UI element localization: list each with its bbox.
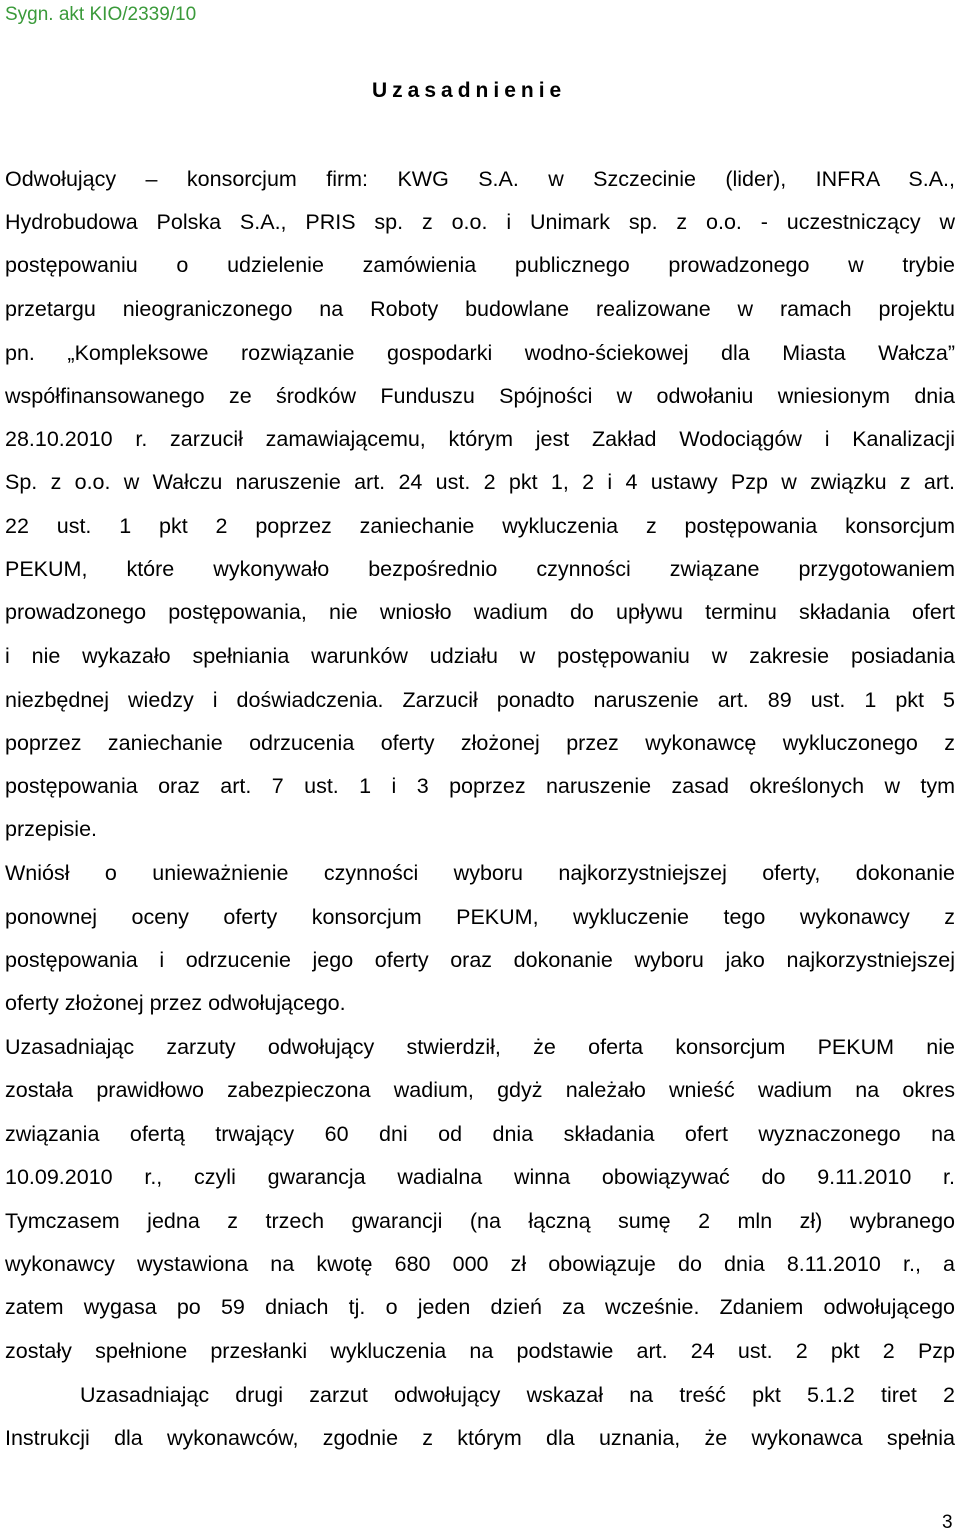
text-line: pn. „Kompleksowe rozwiązanie gospodarki wodno-ściekowej dla Miasta Wałcza” bbox=[5, 341, 955, 365]
text-line: zostały spełnione przesłanki wykluczenia na podstawie art. 24 ust. 2 pkt 2 Pzp bbox=[5, 1339, 955, 1363]
text-line: postępowania i odrzucenie jego oferty oraz dokonanie wyboru jako najkorzystniejszej bbox=[5, 948, 955, 972]
text-line: Sp. z o.o. w Wałczu naruszenie art. 24 ust. 2 pkt 1, 2 i 4 ustawy Pzp w związku z art. bbox=[5, 470, 955, 494]
text-line: przetargu nieograniczonego na Roboty budowlane realizowane w ramach projektu bbox=[5, 297, 955, 321]
text-line: Uzasadniając zarzuty odwołujący stwierdził, że oferta konsorcjum PEKUM nie bbox=[5, 1035, 955, 1059]
text-line: Tymczasem jedna z trzech gwarancji (na łączną sumę 2 mln zł) wybranego bbox=[5, 1209, 955, 1233]
text-line: została prawidłowo zabezpieczona wadium, gdyż należało wnieść wadium na okres bbox=[5, 1078, 955, 1102]
text-line: przepisie. bbox=[5, 817, 98, 841]
page-number: 3 bbox=[942, 1512, 953, 1533]
text-line: współfinansowanego ze środków Funduszu Spójności w odwołaniu wniesionym dnia bbox=[5, 384, 955, 408]
text-line: poprzez zaniechanie odrzucenia oferty złożonej przez wykonawcę wykluczonego z bbox=[5, 731, 955, 755]
text-line: postępowania oraz art. 7 ust. 1 i 3 poprzez naruszenie zasad określonych w tym bbox=[5, 774, 955, 798]
text-line: zatem wygasa po 59 dniach tj. o jeden dzień za wcześnie. Zdaniem odwołującego bbox=[5, 1295, 955, 1319]
text-line: 22 ust. 1 pkt 2 poprzez zaniechanie wykluczenia z postępowania konsorcjum bbox=[5, 514, 955, 538]
text-line: związania ofertą trwający 60 dni od dnia składania ofert wyznaczonego na bbox=[5, 1122, 955, 1146]
text-line: Wniósł o unieważnienie czynności wyboru najkorzystniejszej oferty, dokonanie bbox=[5, 861, 955, 885]
text-line: ponownej oceny oferty konsorcjum PEKUM, wykluczenie tego wykonawcy z bbox=[5, 905, 955, 929]
text-line: 28.10.2010 r. zarzucił zamawiającemu, którym jest Zakład Wodociągów i Kanalizacji bbox=[5, 427, 955, 451]
text-line: Hydrobudowa Polska S.A., PRIS sp. z o.o. i Unimark sp. z o.o. - uczestniczący w bbox=[5, 210, 955, 234]
document-heading: Uzasadnienie bbox=[372, 79, 567, 102]
text-line: oferty złożonej przez odwołującego. bbox=[5, 991, 346, 1015]
text-line: PEKUM, które wykonywało bezpośrednio czynności związane przygotowaniem bbox=[5, 557, 955, 581]
text-line: Instrukcji dla wykonawców, zgodnie z którym dla uznania, że wykonawca spełnia bbox=[5, 1426, 955, 1450]
text-line: prowadzonego postępowania, nie wniosło wadium do upływu terminu składania ofert bbox=[5, 600, 955, 624]
text-line: niezbędnej wiedzy i doświadczenia. Zarzucił ponadto naruszenie art. 89 ust. 1 pkt 5 bbox=[5, 688, 955, 712]
case-reference: Sygn. akt KIO/2339/10 bbox=[5, 4, 197, 25]
text-line: i nie wykazało spełniania warunków udziału w postępowaniu w zakresie posiadania bbox=[5, 644, 955, 668]
text-line: wykonawcy wystawiona na kwotę 680 000 zł obowiązuje do dnia 8.11.2010 r., a bbox=[5, 1252, 955, 1276]
text-line: Uzasadniając drugi zarzut odwołujący wskazał na treść pkt 5.1.2 tiret 2 bbox=[80, 1383, 955, 1407]
text-line: postępowaniu o udzielenie zamówienia publicznego prowadzonego w trybie bbox=[5, 253, 955, 277]
text-line: 10.09.2010 r., czyli gwarancja wadialna winna obowiązywać do 9.11.2010 r. bbox=[5, 1165, 955, 1189]
text-line: Odwołujący – konsorcjum firm: KWG S.A. w Szczecinie (lider), INFRA S.A., bbox=[5, 167, 955, 191]
